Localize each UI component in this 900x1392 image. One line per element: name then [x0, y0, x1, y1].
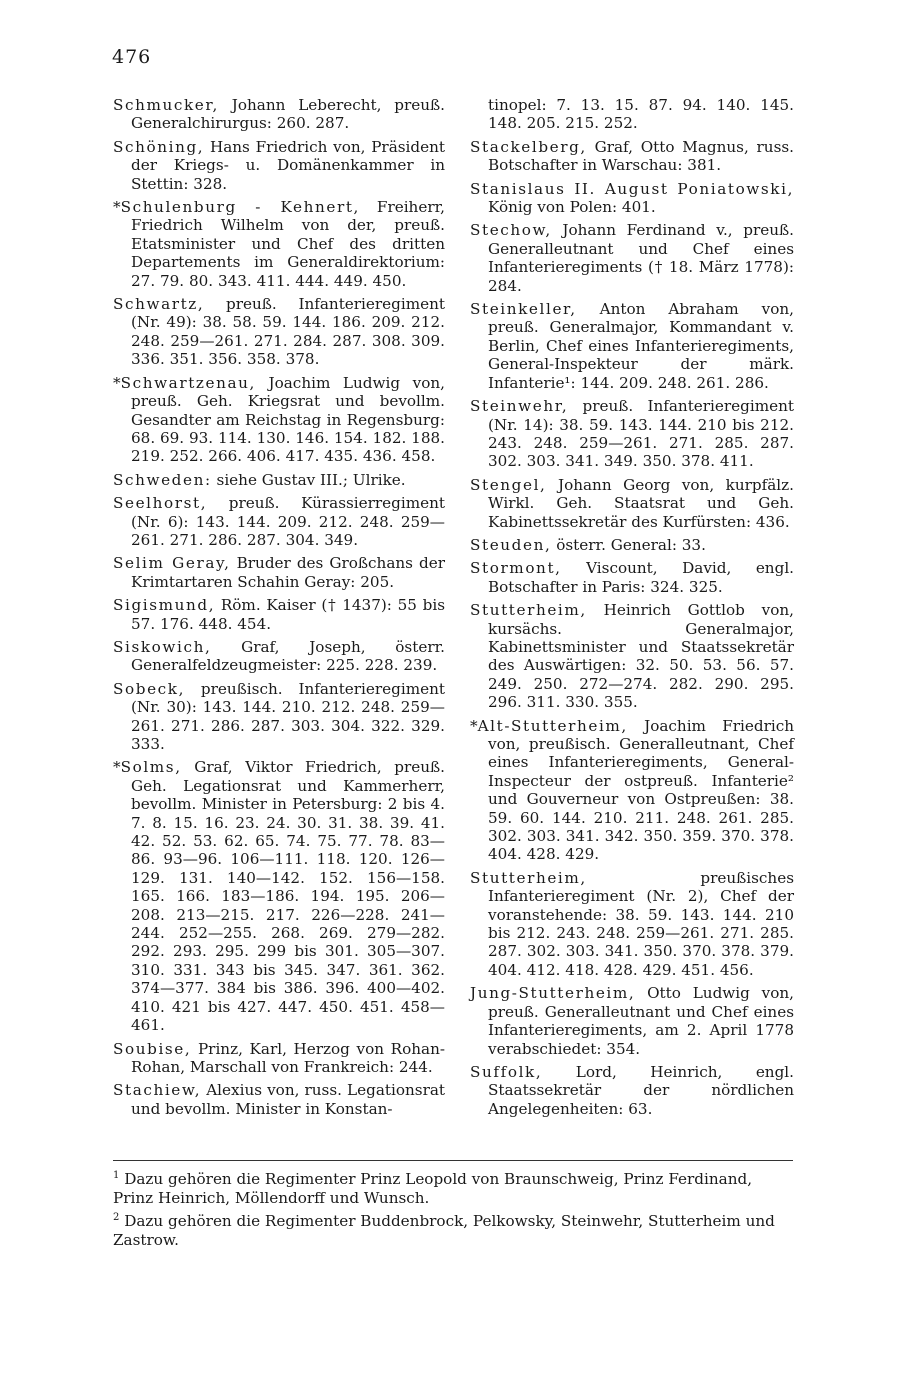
- index-entry: [113, 554, 445, 591]
- index-entry: [470, 869, 794, 979]
- entry-name: Steuden,: [470, 535, 552, 554]
- entry-text: Graf, Joseph, österr. Generalfeldzeugmeister: 225. 228. 239.: [131, 637, 445, 675]
- footnote-divider: [113, 1160, 793, 1161]
- entry-text: Joachim Friedrich von, preußisch. Generalleutnant, Chef eines Infanterieregiments, General-Inspecteur der ostpreuß. Infanterie² und Gouverneur von Ostpreußen: 38. 59. 60. 144. 210. 211. 248. 261. 285. 302. 303. 341. 342. 350. 359. 370. 378. 404. 428. 429.: [488, 716, 794, 864]
- index-entry: [470, 717, 794, 864]
- entry-text: preuß. Infanterieregiment (Nr. 14): 38. 59. 143. 144. 210 bis 212. 243. 248. 259—261. 271. 285. 287. 302. 303. 341. 349. 350. 378. 411.: [488, 397, 794, 471]
- entry-text: Johann Georg von, kurpfälz. Wirkl. Geh. Staatsrat und Geh. Kabinettssekretär des Kurfürsten: 436.: [488, 475, 794, 531]
- entry-name: Schmucker,: [113, 96, 219, 114]
- entry-name: Schulenburg - Kehnert,: [120, 198, 360, 217]
- entry-text: Röm. Kaiser († 1437): 55 bis 57. 176. 448. 454.: [131, 596, 445, 633]
- index-entry: [470, 397, 794, 471]
- entry-text: Heinrich Gottlob von, kursächs. Generalmajor, Kabinettsminister und Staatssekretär des Auswärtigen: 32. 50. 53. 56. 57. 249. 250. 272—274. 282. 290. 295. 296. 311. 330. 355.: [488, 601, 794, 712]
- index-entry: [113, 138, 445, 193]
- entry-text: Johann Ferdinand v., preuß. Generalleutnant und Chef eines Infanterieregiments († 18. März 1778): 284.: [488, 221, 794, 295]
- index-entry: [113, 1081, 445, 1118]
- entry-name: Sigismund,: [113, 596, 216, 615]
- entry-name: Schwartz,: [113, 295, 205, 314]
- index-entry: [470, 180, 794, 217]
- index-entry: [113, 198, 445, 290]
- entry-name: Stackelberg,: [470, 137, 587, 156]
- entry-name: Selim Geray,: [113, 554, 231, 573]
- entry-marker: *: [113, 758, 121, 777]
- entry-marker: *: [470, 716, 478, 735]
- entry-name: Stachiew,: [113, 1081, 202, 1100]
- index-entry: [470, 300, 794, 392]
- entry-text: König von Polen: 401.: [488, 198, 656, 217]
- index-entry: [113, 596, 445, 633]
- entry-name: Stutterheim,: [470, 601, 587, 620]
- entry-name: Sobeck,: [113, 679, 185, 698]
- index-entry: [113, 638, 445, 675]
- entry-text: preußisches Infanterieregiment (Nr. 2), Chef der voranstehende: 38. 59. 143. 144. 210 bis 212. 243. 248. 259—261. 271. 285. 287. 302. 303. 341. 350. 370. 378. 379. 404. 412. 418. 428. 429. 451. 456.: [488, 868, 794, 979]
- entry-name: Stutterheim,: [470, 868, 587, 887]
- footnote-mark: 2: [113, 1211, 120, 1223]
- entry-name: Stormont,: [470, 559, 562, 578]
- index-entry: [113, 494, 445, 549]
- entry-marker: *: [113, 198, 121, 217]
- footnotes: [113, 1170, 795, 1254]
- entry-text: Graf, Otto Magnus, russ. Botschafter in Warschau: 381.: [488, 137, 794, 175]
- entry-text: Otto Ludwig von, preuß. Generalleutnant und Chef eines Infanterieregiments, am 2. April 1778 verabschiedet: 354.: [488, 984, 794, 1058]
- entry-text: Prinz, Karl, Herzog von Rohan-Rohan, Marschall von Frankreich: 244.: [131, 1039, 445, 1076]
- index-entry: [470, 221, 794, 295]
- index-entry: [470, 1063, 794, 1118]
- entry-text: preuß. Infanterieregiment (Nr. 49): 38. 58. 59. 144. 186. 209. 212. 248. 259—261. 271. 284. 287. 308. 309. 336. 351. 356. 358. 378.: [131, 295, 445, 369]
- index-entry: [113, 1040, 445, 1077]
- entry-text: siehe Gustav III.; Ulrike.: [211, 470, 406, 489]
- index-entry: [470, 601, 794, 711]
- index-entry: [113, 680, 445, 754]
- entry-text: Viscount, David, engl. Botschafter in Paris: 324. 325.: [488, 559, 794, 596]
- index-entry: [113, 295, 445, 369]
- footnote: [113, 1170, 795, 1208]
- entry-name: Steinkeller,: [470, 300, 577, 319]
- page-number: 476: [112, 46, 152, 68]
- index-entry: [113, 374, 445, 466]
- entry-text: Lord, Heinrich, engl. Staatssekretär der nördlichen Angelegenheiten: 63.: [488, 1062, 794, 1118]
- entry-text: preuß. Kürassierregiment (Nr. 6): 143. 144. 209. 212. 248. 259—261. 271. 286. 287. 304. 349.: [131, 494, 445, 549]
- entry-name: Stanislaus II. August Poniatowski,: [470, 179, 794, 198]
- entry-text: Graf, Viktor Friedrich, preuß. Geh. Legationsrat und Kammerherr, bevollm. Minister in Petersburg: 2 bis 4. 7. 8. 15. 16. 23. 24. 30. 31. 38. 39. 41. 42. 52. 53. 62. 65. 74. 75. 77. 78. 83—86. 93—96. 106—111. 118. 120. 126—129. 131. 140—142. 152. 156—158. 165. 166. 183—186. 194. 195. 206—208. 213—215. 217. 226—228. 241—244. 252—255. 268. 269. 279—282. 292. 293. 295. 299 bis 301. 305—307. 310. 331. 343 bis 345. 347. 361. 362. 374—377. 384 bis 386. 396. 400—402. 410. 421 bis 427. 447. 450. 451. 458—461.: [131, 758, 445, 1035]
- entry-text: tinopel: 7. 13. 15. 87. 94. 140. 145. 148. 205. 215. 252.: [488, 96, 794, 133]
- entry-name: Schweden:: [113, 470, 212, 489]
- entry-name: Soubise,: [113, 1039, 192, 1058]
- index-entry: [470, 559, 794, 596]
- entry-text: Joachim Ludwig von, preuß. Geh. Kriegsrat und bevollm. Gesandter am Reichstag in Regensburg: 68. 69. 93. 114. 130. 146. 154. 182. 188. 219. 252. 266. 406. 417. 435. 436. 458.: [131, 373, 445, 466]
- entry-name: Suffolk,: [470, 1062, 543, 1081]
- entry-text: preußisch. Infanterieregiment (Nr. 30): 143. 144. 210. 212. 248. 259—261. 271. 286. 287. 303. 304. 322. 329. 333.: [131, 679, 445, 753]
- index-entry: [470, 138, 794, 175]
- entry-text: Freiherr, Friedrich Wilhelm von der, preuß. Etatsminister und Chef des dritten Departements im Generaldirektorium: 27. 79. 80. 343. 411. 444. 449. 450.: [131, 198, 445, 290]
- entry-name: Steinwehr,: [470, 397, 569, 416]
- entry-text: Alexius von, russ. Legationsrat und bevollm. Minister in Konstan-: [131, 1081, 445, 1118]
- entry-name: Solms,: [120, 758, 182, 777]
- entry-name: Schwartzenau,: [120, 373, 256, 392]
- index-entry: [113, 96, 445, 133]
- entry-text: österr. General: 33.: [551, 535, 706, 554]
- entry-text: Anton Abraham von, preuß. Generalmajor, Kommandant v. Berlin, Chef eines Infanterieregiments, General-Inspekteur der märk. Infanterie¹: 144. 209. 248. 261. 286.: [488, 300, 794, 392]
- index-entry: [470, 536, 794, 554]
- entry-name: Schöning,: [113, 137, 205, 156]
- entry-text: Bruder des Großchans der Krimtartaren Schahin Geray: 205.: [131, 554, 445, 591]
- footnote-mark: 1: [113, 1169, 120, 1181]
- entry-marker: *: [113, 373, 121, 392]
- index-entry: [113, 758, 445, 1034]
- footnote: [113, 1212, 795, 1250]
- index-column-left: [113, 96, 445, 1123]
- entry-name: Seelhorst,: [113, 494, 208, 513]
- footnote-text: Dazu gehören die Regimenter Prinz Leopold von Braunschweig, Prinz Ferdinand, Prinz Heinrich, Möllendorff und Wunsch.: [113, 1170, 753, 1207]
- index-entry: [470, 476, 794, 531]
- entry-text: Johann Leberecht, preuß. Generalchirurgus: 260. 287.: [131, 96, 445, 133]
- entry-name: Jung-Stutterheim,: [470, 984, 636, 1003]
- index-column-right: [470, 96, 794, 1123]
- entry-name: Siskowich,: [113, 637, 212, 656]
- index-entry: [113, 471, 445, 489]
- index-entry: [470, 984, 794, 1058]
- entry-name: Stengel,: [470, 475, 547, 494]
- index-entry: [470, 96, 794, 133]
- footnote-text: Dazu gehören die Regimenter Buddenbrock, Pelkowsky, Steinwehr, Stutterheim und Zastrow.: [113, 1212, 775, 1249]
- entry-name: Alt-Stutterheim,: [477, 716, 628, 735]
- entry-name: Stechow,: [470, 221, 552, 240]
- entry-text: Hans Friedrich von, Präsident der Kriegs- u. Domänenkammer in Stettin: 328.: [131, 137, 445, 193]
